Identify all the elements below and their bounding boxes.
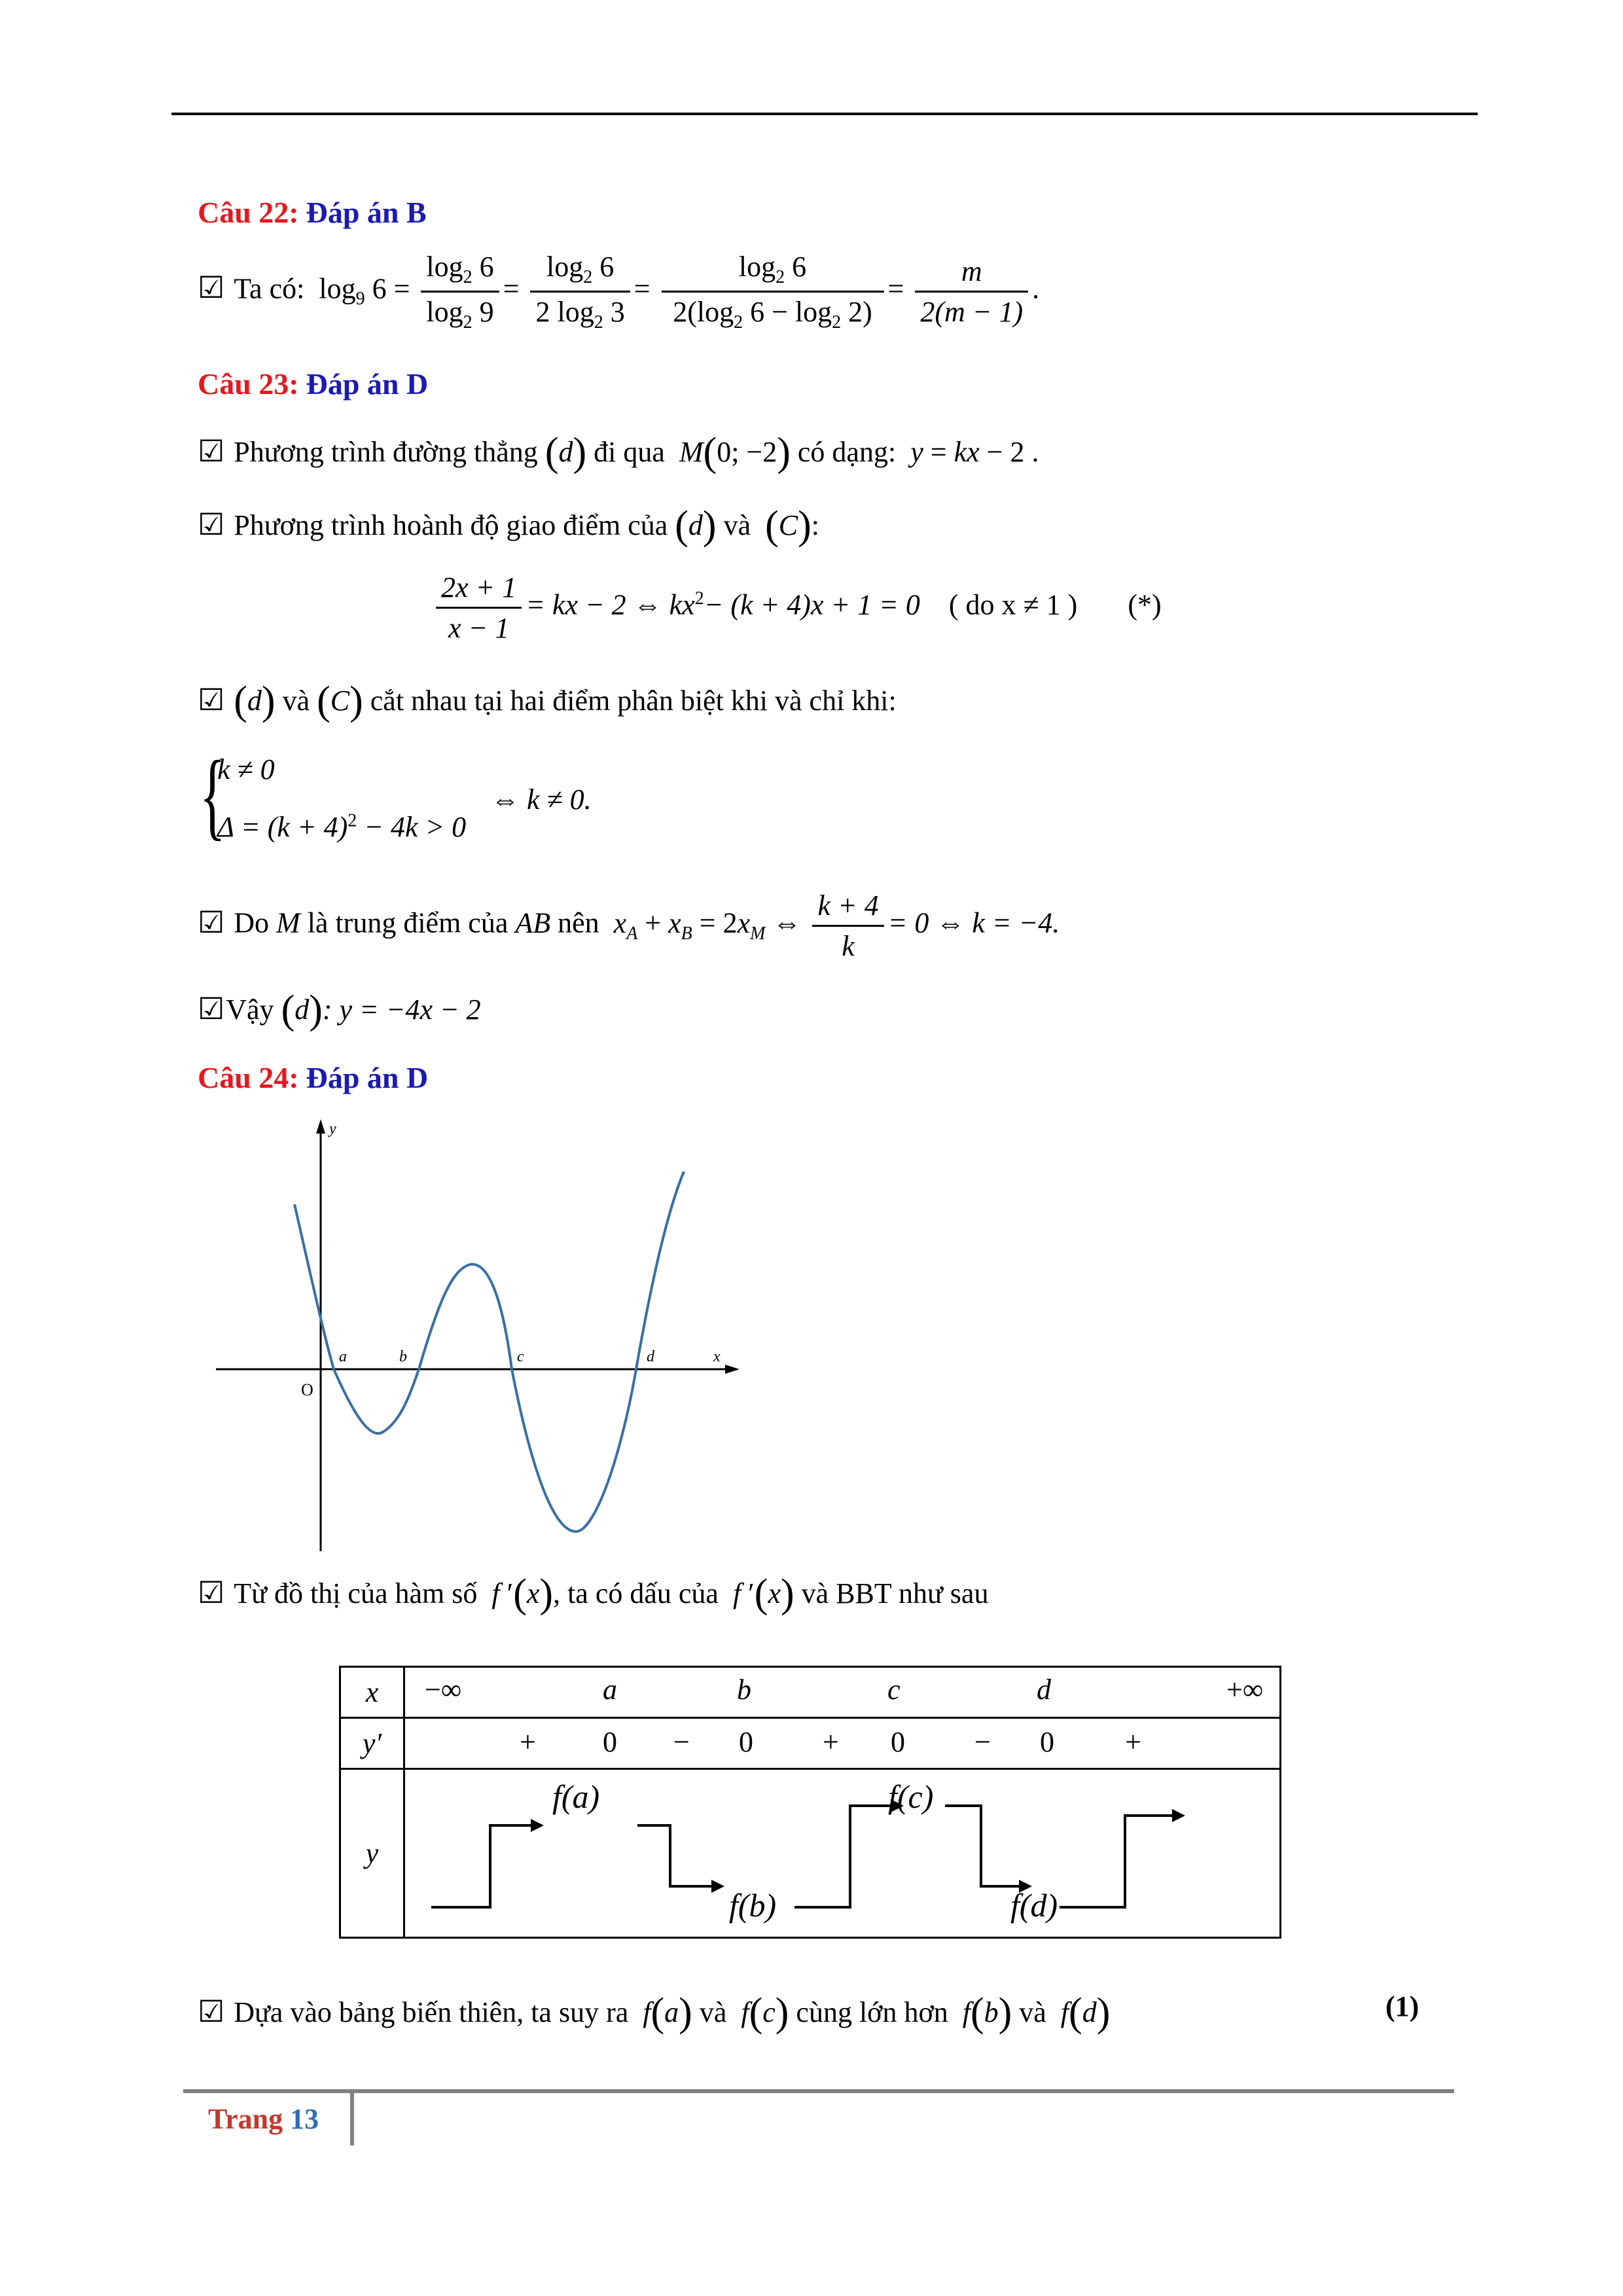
q23-mid-num: k + 4 (812, 889, 883, 927)
q24-line2-a: Dựa vào bảng biến thiên, ta suy ra (234, 1996, 629, 2028)
bbt-signs (404, 1718, 1281, 1769)
q23-system-1: k ≠ 0 (217, 753, 275, 785)
q23-answer: Đáp án D (306, 367, 429, 401)
q23-system-2-b: − 4k > 0 (364, 811, 467, 843)
q22-f2-den: 2 log (535, 295, 594, 328)
header-rule (171, 113, 1478, 115)
q24-line1-b: , ta có dấu của (553, 1577, 719, 1609)
q22-f4-den: 2(m − 1) (920, 295, 1024, 328)
checkbox-icon: ☑ (198, 435, 225, 468)
bbt-x-d: d (1037, 1674, 1051, 1706)
q24-line2-and: và (699, 1996, 727, 2028)
checkbox-icon: ☑ (198, 1995, 225, 2028)
q23-eq-fraction (436, 571, 522, 645)
arrow-up-3 (1060, 1816, 1181, 1907)
q23-system-brace: { (200, 741, 226, 850)
q23-mid-fraction (812, 889, 883, 963)
bbt-x-values (404, 1667, 1281, 1718)
q22-title: Câu 22: (198, 196, 299, 229)
bbt-sign-1: + (520, 1726, 536, 1758)
q23-line1-a: Phương trình đường thẳng (234, 436, 538, 468)
bbt-sign-3: − (673, 1726, 690, 1758)
bbt-yp-label-text: y′ (362, 1727, 382, 1759)
q24-line2-ref: (1) (1385, 1990, 1419, 2022)
q23-line4: ☑ Do M là trung điểm của AB nên $x_A + x_B = 2x_M$ ⇔ $\frac{k + 4}{k}$ = 0 ⇔ k = −4. (198, 889, 1060, 962)
q22-f1-den: log (426, 295, 463, 328)
q22-f4-num: m (915, 255, 1028, 293)
variation-table (339, 1666, 1281, 1939)
q23-line4-c: nên (558, 906, 599, 939)
q22-fraction-2: $\frac{\log_2 6}{2 \log_2 3}$ (530, 250, 630, 333)
q24-line1-c: và BBT như sau (801, 1577, 989, 1609)
q23-line5-text: Vậy (226, 994, 274, 1026)
footer-number: 13 (290, 2103, 319, 2135)
q23-mid-res: = 0 ⇔ k = −4. (887, 906, 1060, 939)
bbt-x-a: a (603, 1674, 617, 1706)
bbt-sign-8: 0 (1040, 1726, 1054, 1758)
graph-label-x: x (713, 1348, 721, 1365)
bbt-fd: f(d) (1010, 1887, 1058, 1924)
footer-rule (183, 2089, 1454, 2093)
x-axis-arrow (725, 1365, 740, 1374)
graph-label-y: y (329, 1121, 336, 1138)
q24-line2: ☑ Dựa vào bảng biến thiên, ta suy ra f(a) và f(c) cùng lớn hơn f(b) và f(d) (1) (198, 1990, 1419, 2035)
q23-eq-rest: = kx − 2 ⇔ kx (526, 588, 695, 621)
q24-title: Câu 24: (198, 1061, 299, 1094)
q23-line5: ☑Vậy (d): y = −4x − 2 (198, 988, 481, 1032)
bbt-sign-4: 0 (739, 1726, 753, 1758)
footer-page (208, 2102, 319, 2136)
graph-label-b: b (399, 1348, 407, 1365)
bbt-sign-9: + (1125, 1726, 1141, 1758)
footer-separator (350, 2093, 354, 2145)
bbt-x-b: b (737, 1674, 751, 1706)
q24-line2-and2: và (1019, 1996, 1046, 2028)
arrowhead-5 (1172, 1809, 1185, 1822)
bbt-sign-5: + (823, 1726, 839, 1758)
bbt-x-pos-inf: +∞ (1226, 1674, 1264, 1706)
derivative-graph (196, 1113, 759, 1558)
q23-eq-rest2: − (k + 4)x + 1 = 0 (704, 588, 920, 621)
q24-line1-a: Từ đồ thị của hàm số (234, 1577, 478, 1609)
q23-eq-star: (*) (1128, 588, 1162, 621)
q23-line3-text: cắt nhau tại hai điểm phân biệt khi và chỉ khi: (370, 685, 897, 717)
derivative-curve (294, 1172, 684, 1532)
checkbox-icon: ☑ (198, 1576, 225, 1609)
q24-answer: Đáp án D (306, 1061, 429, 1094)
arrow-down-2 (945, 1806, 1027, 1886)
q22-formula: ☑ Ta có: $\log_9 6$ = $\frac{\log_2 6}{\log_2 9}$ = $\frac{\log_2 6}{2 \log_2 3}$ = $\frac{\log_2 6}{2(\log_2 6 - \log_2 2)}$ = $\frac{m}{2(m - 1)}$ . (198, 251, 1040, 332)
q22-prefix: Ta có: (234, 272, 305, 305)
q23-system-2-a: Δ = (k + 4) (217, 811, 348, 843)
bbt-row-y (340, 1769, 1281, 1938)
bbt-x-label-text: x (365, 1676, 379, 1708)
q23-line2-text: Phương trình hoành độ giao điểm của (234, 509, 668, 541)
bbt-row-yprime (340, 1718, 1281, 1769)
bbt-fb: f(b) (729, 1887, 777, 1924)
q23-line1-c: có dạng: (797, 436, 897, 468)
q23-line3-and: và (282, 685, 310, 717)
q22-f2-num: log (546, 251, 584, 283)
q22-f3-num: log (738, 251, 776, 283)
q24-heading (198, 1060, 428, 1095)
bbt-row-x (340, 1667, 1281, 1718)
bbt-x-c: c (887, 1674, 901, 1706)
bbt-y-label-text: y (365, 1837, 379, 1869)
arrowhead-1 (531, 1819, 544, 1832)
q23-eq-cond: ( do x ≠ 1 ) (948, 588, 1078, 621)
q22-fraction-3: $\frac{\log_2 6}{2(\log_2 6 - \log_2 2)}$ (662, 250, 884, 333)
q23-heading (198, 367, 428, 401)
q22-fraction-4 (915, 255, 1028, 329)
graph-label-o: O (301, 1380, 313, 1399)
q23-line3: ☑ (d) và (C) cắt nhau tại hai điểm phân biệt khi và chỉ khi: (198, 679, 897, 723)
bbt-x-label (340, 1667, 404, 1718)
bbt-y-label (340, 1769, 404, 1938)
q23-system-2: $\Delta = (k + 4)^2 - 4k > 0$ (217, 810, 467, 843)
q23-title: Câu 23: (198, 367, 299, 401)
bbt-yp-label (340, 1718, 404, 1769)
arrow-down-1 (637, 1825, 719, 1886)
q24-line1: ☑ Từ đồ thị của hàm số f ′(x), ta có dấu của f ′(x) và BBT như sau (198, 1571, 989, 1616)
checkbox-icon: ☑ (198, 992, 225, 1026)
q23-line5-eq: : y = −4x − 2 (322, 994, 481, 1026)
arrowhead-2 (711, 1880, 724, 1893)
q22-log-base: log (319, 272, 356, 305)
bbt-arrows-svg (405, 1770, 1282, 1939)
checkbox-icon: ☑ (198, 683, 225, 717)
bbt-fc: f(c) (888, 1778, 934, 1815)
graph-label-d: d (647, 1348, 654, 1365)
arrow-up-2 (794, 1806, 899, 1907)
q23-system-result: ⇔ k ≠ 0. (491, 783, 592, 816)
y-axis-arrow (316, 1119, 325, 1134)
checkbox-icon: ☑ (198, 271, 225, 305)
q23-eq-den: x − 1 (448, 612, 510, 644)
q23-line1: ☑ Phương trình đường thẳng (d) đi qua M(0; −2) có dạng: y = kx − 2 . (198, 430, 1039, 475)
bbt-sign-2: 0 (603, 1726, 617, 1758)
q23-line4-b: là trung điểm của (307, 906, 508, 939)
q22-heading (198, 195, 427, 230)
bbt-fa: f(a) (552, 1778, 600, 1815)
q23-line2: ☑ Phương trình hoành độ giao điểm của (d) và (C): (198, 503, 820, 548)
checkbox-icon: ☑ (198, 905, 225, 939)
graph-label-c: c (517, 1348, 524, 1365)
q23-line4-a: Do (234, 906, 270, 939)
q22-answer: Đáp án B (306, 196, 427, 229)
q22-f1-num: log (426, 251, 463, 283)
q23-mid-den: k (842, 930, 855, 962)
q23-line2-and: và (723, 509, 751, 541)
graph-label-a: a (339, 1348, 347, 1365)
checkbox-icon: ☑ (198, 508, 225, 541)
bbt-sign-7: − (974, 1726, 991, 1758)
footer-label: Trang (208, 2103, 283, 2135)
bbt-sign-6: 0 (891, 1726, 905, 1758)
bbt-arrows (404, 1769, 1281, 1938)
q22-fraction-1: $\frac{\log_2 6}{\log_2 9}$ (421, 250, 499, 333)
q23-eq-num: 2x + 1 (436, 571, 522, 609)
q23-line1-b: đi qua (594, 436, 665, 468)
arrow-up-1 (431, 1825, 539, 1907)
bbt-x-neg-inf: −∞ (425, 1674, 462, 1706)
q22-f3-den: 2(log (673, 295, 734, 328)
q24-line2-b: cùng lớn hơn (796, 1996, 948, 2028)
q23-equation: $\frac{2x + 1}{x - 1}$ = kx − 2 ⇔ $kx^2- (k + 4)x + 1 = 0$ ( do x ≠ 1 ) (*) (432, 571, 1162, 645)
